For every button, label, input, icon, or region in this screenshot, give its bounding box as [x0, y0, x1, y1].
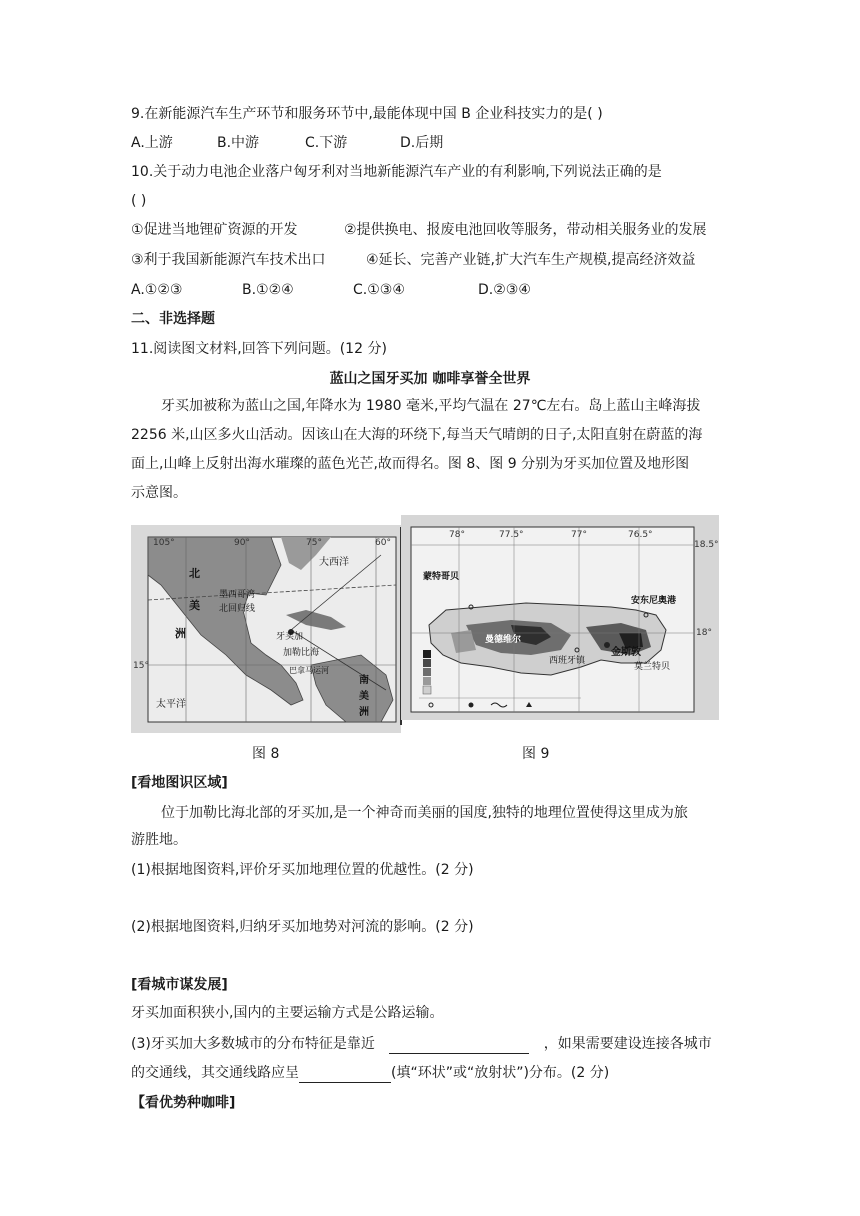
- sub-question-3-line2: [131, 1063, 609, 1083]
- section-coffee-heading: 【看优势种咖啡]: [131, 1095, 236, 1111]
- figure-8-caption: 图 8: [252, 746, 280, 762]
- figure-8-9-maps: [131, 515, 719, 733]
- fig9-place-kingston: 金斯敦: [611, 647, 641, 658]
- fig8-label-north-america: 北: [189, 567, 200, 580]
- q9-stem: 9.在新能源汽车生产环节和服务环节中,最能体现中国 B 企业科技实力的是( ): [131, 106, 603, 122]
- passage-line-2: 2256 米,山区多火山活动。因该山在大海的环绕下,每当天气晴朗的日子,太阳直射在蔚蓝的海: [131, 427, 703, 443]
- fig8-label-south-america: 美: [359, 691, 369, 702]
- q9-option-a: A.上游: [131, 135, 173, 151]
- q10-statement-1: ①促进当地锂矿资源的开发: [131, 222, 298, 238]
- passage-line-4: 示意图。: [131, 485, 187, 501]
- sub3-text-b: ，如果需要建设连接各城市: [543, 1036, 712, 1052]
- q11-stem: 11.阅读图文材料,回答下列问题。(12 分): [131, 341, 387, 357]
- section-heading: 二、非选择题: [131, 311, 215, 327]
- answer-blank-1[interactable]: [389, 1037, 529, 1054]
- fig9-lon-label: 78°: [449, 530, 465, 540]
- fig8-label-south-america: 南: [359, 675, 369, 686]
- fig8-label-jamaica: 牙买加: [276, 632, 304, 642]
- q10-stem-line2: ( ): [131, 193, 147, 209]
- fig8-label-atlantic: 大西洋: [319, 557, 349, 568]
- passage-title: 蓝山之国牙买加 咖啡享誉全世界: [329, 371, 531, 387]
- sub-question-1: (1)根据地图资料,评价牙买加地理位置的优越性。(2 分): [131, 862, 474, 878]
- q10-option-d: D.②③④: [478, 282, 531, 298]
- fig8-lon-label: 105°: [153, 538, 175, 548]
- fig8-label-gulf: 墨西哥湾: [219, 590, 256, 600]
- sub-question-2: (2)根据地图资料,归纳牙买加地势对河流的影响。(2 分): [131, 919, 474, 935]
- sub3-text-d: (填“环状”或“放射状”)分布。(2 分): [391, 1065, 610, 1081]
- fig9-lat-label: 18°: [696, 628, 712, 638]
- q10-option-b: B.①②④: [242, 282, 294, 298]
- fig9-lon-label: 77.5°: [499, 530, 524, 540]
- figure-8-location-map: [131, 525, 401, 733]
- fig9-place-mandeville: 曼德维尔: [485, 635, 522, 645]
- fig9-lat-label: 18.5°: [694, 540, 719, 550]
- q9-option-b: B.中游: [217, 135, 260, 151]
- sub-question-3-line1: [131, 1034, 712, 1054]
- q9-option-d: D.后期: [400, 135, 444, 151]
- fig8-lon-label: 90°: [234, 538, 250, 548]
- fig8-label-tropic: 北回归线: [219, 604, 256, 614]
- fig8-label-panama: 巴拿马运河: [289, 666, 329, 675]
- fig8-label-north-america: 美: [189, 599, 200, 612]
- section-map-heading: [看地图识区域]: [131, 775, 228, 791]
- sub3-text-a: (3)牙买加大多数城市的分布特征是靠近: [131, 1036, 375, 1052]
- fig8-lon-label: 60°: [375, 538, 391, 548]
- sub3-text-c: 的交通线，其交通线路应呈: [131, 1065, 299, 1081]
- q10-stem-line1: 10.关于动力电池企业落户匈牙利对当地新能源汽车产业的有利影响,下列说法正确的是: [131, 164, 662, 180]
- passage-line-3: 面上,山峰上反射出海水璀璨的蓝色光芒,故而得名。图 8、图 9 分别为牙买加位置及地形图: [131, 456, 690, 472]
- q10-statement-2: ②提供换电、报废电池回收等服务，带动相关服务业的发展: [344, 222, 707, 238]
- fig8-label-pacific: 太平洋: [156, 699, 186, 710]
- map-text-line1: 位于加勒比海北部的牙买加,是一个神奇而美丽的国度,独特的地理位置使得这里成为旅: [161, 805, 688, 821]
- answer-blank-2[interactable]: [299, 1066, 391, 1083]
- fig9-place-morant-bay: 莫兰特贝: [634, 662, 671, 672]
- q10-statement-3: ③利于我国新能源汽车技术出口: [131, 252, 326, 268]
- figure-9-caption: 图 9: [522, 746, 550, 762]
- fig8-lat-label: 15°: [133, 661, 149, 671]
- passage-line-1: 牙买加被称为蓝山之国,年降水为 1980 毫米,平均气温在 27℃左右。岛上蓝山主峰海拔: [161, 398, 701, 414]
- fig9-place-port-antonio: 安东尼奥港: [631, 596, 677, 606]
- city-text: 牙买加面积狭小,国内的主要运输方式是公路运输。: [131, 1005, 444, 1021]
- q9-option-c: C.下游: [305, 135, 348, 151]
- section-city-heading: [看城市谋发展]: [131, 977, 228, 993]
- fig9-lon-label: 77°: [571, 530, 587, 540]
- fig8-label-south-america: 洲: [359, 707, 369, 718]
- q10-option-c: C.①③④: [353, 282, 405, 298]
- fig9-place-spanish-town: 西班牙镇: [549, 656, 586, 666]
- figure-9-terrain-map: [401, 515, 719, 720]
- q10-statement-4: ④延长、完善产业链,扩大汽车生产规模,提高经济效益: [366, 252, 696, 268]
- fig9-lon-label: 76.5°: [628, 530, 653, 540]
- q10-option-a: A.①②③: [131, 282, 183, 298]
- fig8-lon-label: 75°: [306, 538, 322, 548]
- fig8-label-north-america: 洲: [175, 627, 186, 640]
- map-text-line2: 游胜地。: [131, 832, 187, 848]
- fig8-label-caribbean: 加勒比海: [283, 648, 320, 658]
- fig9-place-montego-bay: 蒙特哥贝: [423, 572, 460, 582]
